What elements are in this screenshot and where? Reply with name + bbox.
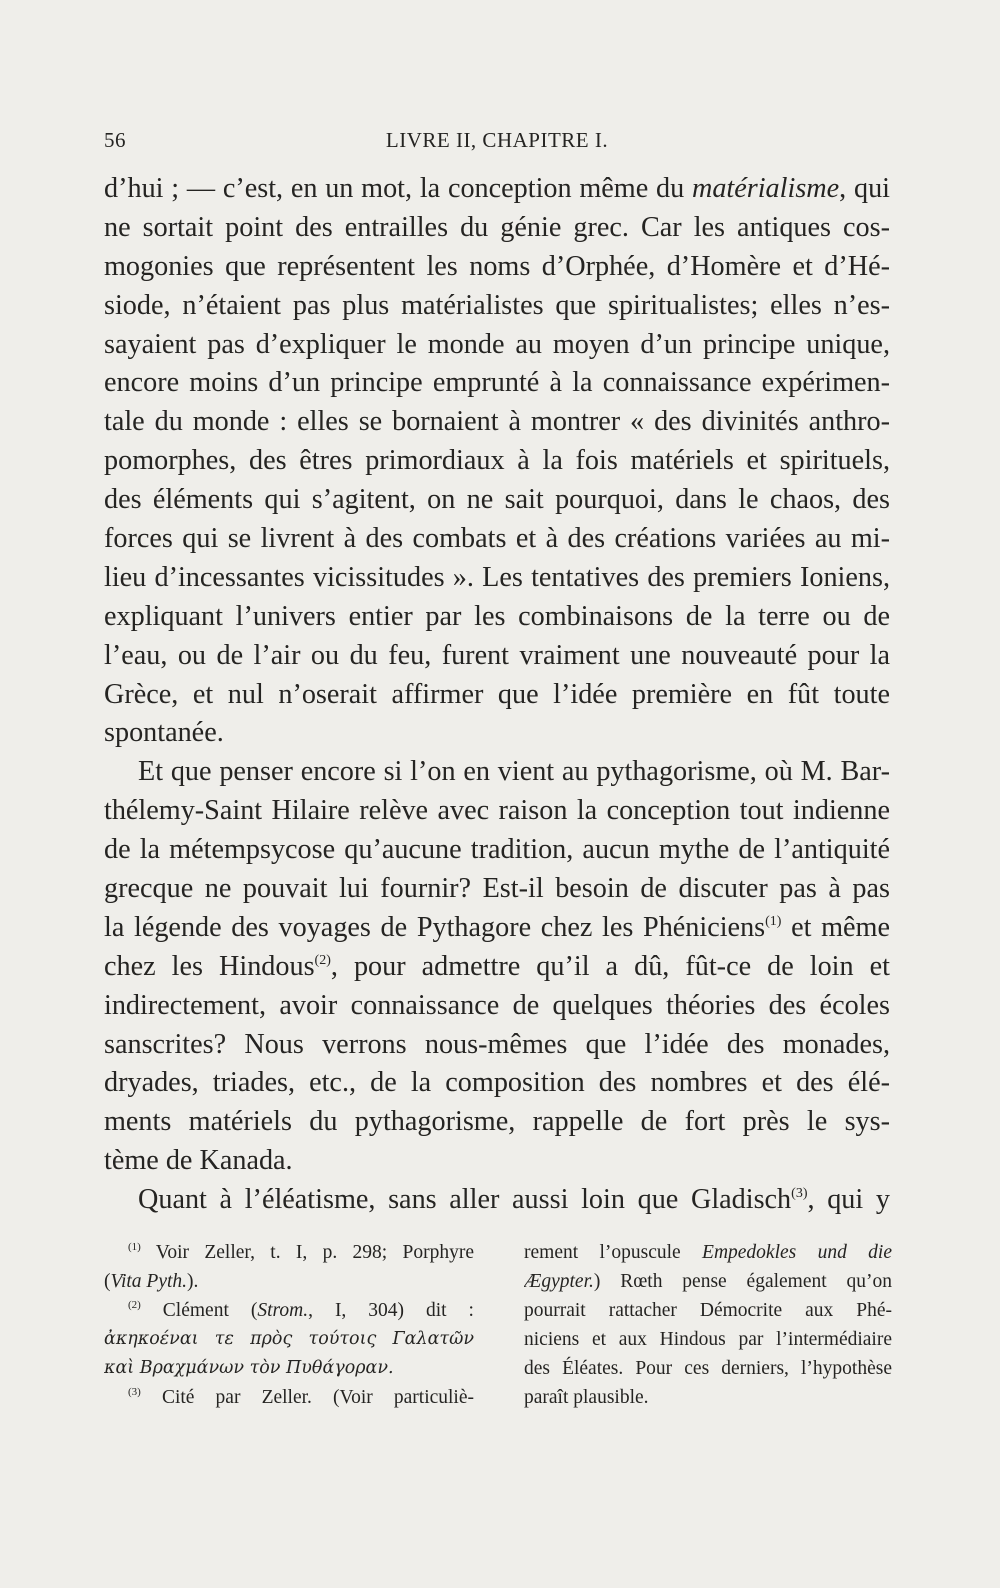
footnote-mark: (2): [128, 1299, 141, 1311]
text-line: sanscrites? Nous verrons nous-mêmes que l’idée des monades,: [104, 1028, 890, 1060]
text-line: tale du monde : elles se bornaient à montrer « des divinités anthro-: [104, 406, 890, 438]
running-title: LIVRE II, CHAPITRE I.: [385, 128, 609, 152]
emphasis: Ægypter.: [524, 1271, 594, 1292]
text-line: ne sortait point des entrailles du génie grec. Car les antiques cos-: [104, 211, 890, 243]
paragraph-1: [104, 170, 890, 753]
footnote-1: [128, 1238, 474, 1267]
text-span: , pour admettre qu’il a dû, fût-ce de loin et: [330, 950, 890, 982]
text-line: [104, 909, 890, 948]
text-span: , I, 304) dit :: [308, 1300, 474, 1321]
footnote-line: niciens et aux Hindous par l’intermédiaire: [524, 1329, 892, 1350]
footnotes-left-column: [104, 1238, 474, 1412]
text-line: dryades, triades, etc., de la composition des nombres et des élé-: [104, 1067, 890, 1099]
footnote-line: [524, 1238, 892, 1267]
footnotes-right-column: [524, 1238, 892, 1412]
footnote-ref-1[interactable]: (1): [765, 913, 782, 929]
footnote-mark: (1): [128, 1241, 141, 1253]
footnote-line: [524, 1267, 892, 1296]
text-line: de la métempsycose qu’aucune tradition, aucun mythe de l’antiquité: [104, 834, 890, 866]
text-span: Voir Zeller, t. I, p. 298; Porphyre: [140, 1242, 474, 1263]
emphasis: matérialisme: [691, 173, 840, 204]
text-line: Et que penser encore si l’on en vient au pythagorisme, où M. Bar-: [138, 756, 890, 788]
text-span: Quant à l’éléatisme, sans aller aussi loin que Gladisch: [138, 1184, 792, 1216]
text-line: sayaient pas d’expliquer le monde au moyen d’un principe unique,: [104, 328, 890, 360]
text-line: [104, 170, 890, 209]
footnote-2: [128, 1296, 474, 1325]
emphasis: Empedokles und die: [702, 1242, 892, 1263]
text-line: grecque ne pouvait lui fournir? Est-il besoin de discuter pas à pas: [104, 873, 890, 905]
text-line: tème de Kanada.: [104, 1145, 293, 1177]
text-line: thélemy-Saint Hilaire relève avec raison la conception tout indienne: [104, 795, 890, 827]
paragraph-2: [104, 753, 890, 1181]
footnote-ref-2[interactable]: (2): [314, 952, 331, 968]
text-line: expliquant l’univers entier par les combinaisons de la terre ou de: [104, 600, 890, 632]
text-line: [104, 948, 890, 987]
text-line: lieu d’incessantes vicissitudes ». Les tentatives des premiers Ioniens,: [104, 561, 890, 593]
footnote-line: paraît plausible.: [524, 1387, 649, 1408]
text-span: ) Rœth pense également qu’on: [593, 1271, 892, 1292]
text-span: d’hui ; — c’est, en un mot, la conception même du: [104, 173, 692, 204]
text-line: pomorphes, des êtres primordiaux à la fois matériels et spirituels,: [104, 445, 890, 477]
text-line: indirectement, avoir connaissance de quelques théories des écoles: [104, 989, 890, 1021]
text-span: (: [104, 1271, 111, 1292]
text-line: encore moins d’un principe emprunté à la connaissance expérimen-: [104, 367, 890, 399]
greek-quote-line: καὶ Βραχμάνων τὸν Πυθάγοραν.: [104, 1358, 394, 1378]
emphasis: Strom.: [257, 1300, 309, 1321]
footnote-line: pourrait rattacher Démocrite aux Phé-: [524, 1300, 892, 1321]
page-header: [104, 128, 890, 158]
greek-quote-line: ἀκηκοέναι τε πρὸς τούτοις Γαλατῶν: [104, 1329, 474, 1349]
text-span: , qui y: [807, 1184, 890, 1216]
text-line: l’eau, ou de l’air ou du feu, furent vraiment une nouveauté pour la: [104, 639, 890, 671]
text-line: des éléments qui s’agitent, on ne sait pourquoi, dans le chaos, des: [104, 484, 890, 516]
footnote-ref-3[interactable]: (3): [791, 1186, 808, 1202]
body-text: [104, 170, 890, 1220]
footnote-mark: (3): [128, 1386, 141, 1398]
text-line: ments matériels du pythagorisme, rappelle de fort près le sys-: [104, 1106, 890, 1138]
text-span: Cité par Zeller. (Voir particuliè-: [140, 1387, 474, 1408]
text-line: Grèce, et nul n’oserait affirmer que l’idée première en fût toute: [104, 678, 890, 710]
text-line: forces qui se livrent à des combats et à des créations variées au mi-: [104, 523, 890, 555]
text-line: mogonies que représentent les noms d’Orphée, d’Homère et d’Hé-: [104, 250, 890, 282]
text-span: ).: [187, 1271, 199, 1292]
footnote-3: [128, 1383, 474, 1412]
page-number: 56: [104, 128, 126, 152]
text-span: chez les Hindous: [104, 950, 315, 982]
text-span: rement l’opuscule: [524, 1242, 703, 1263]
emphasis: Vita Pyth.: [110, 1271, 188, 1292]
text-span: , qui: [839, 173, 890, 204]
footnote-line: des Éléates. Pour ces derniers, l’hypothèse: [524, 1358, 892, 1379]
text-line: [104, 1181, 890, 1220]
paragraph-3: [104, 1181, 890, 1220]
text-line: siode, n’étaient pas plus matérialistes que spiritualistes; elles n’es-: [104, 289, 890, 321]
footnote-line: [104, 1267, 474, 1296]
text-span: et même: [781, 911, 890, 943]
text-span: Clément (: [140, 1300, 258, 1321]
text-span: la légende des voyages de Pythagore chez les Phéniciens: [104, 911, 766, 943]
text-line: spontanée.: [104, 717, 224, 749]
